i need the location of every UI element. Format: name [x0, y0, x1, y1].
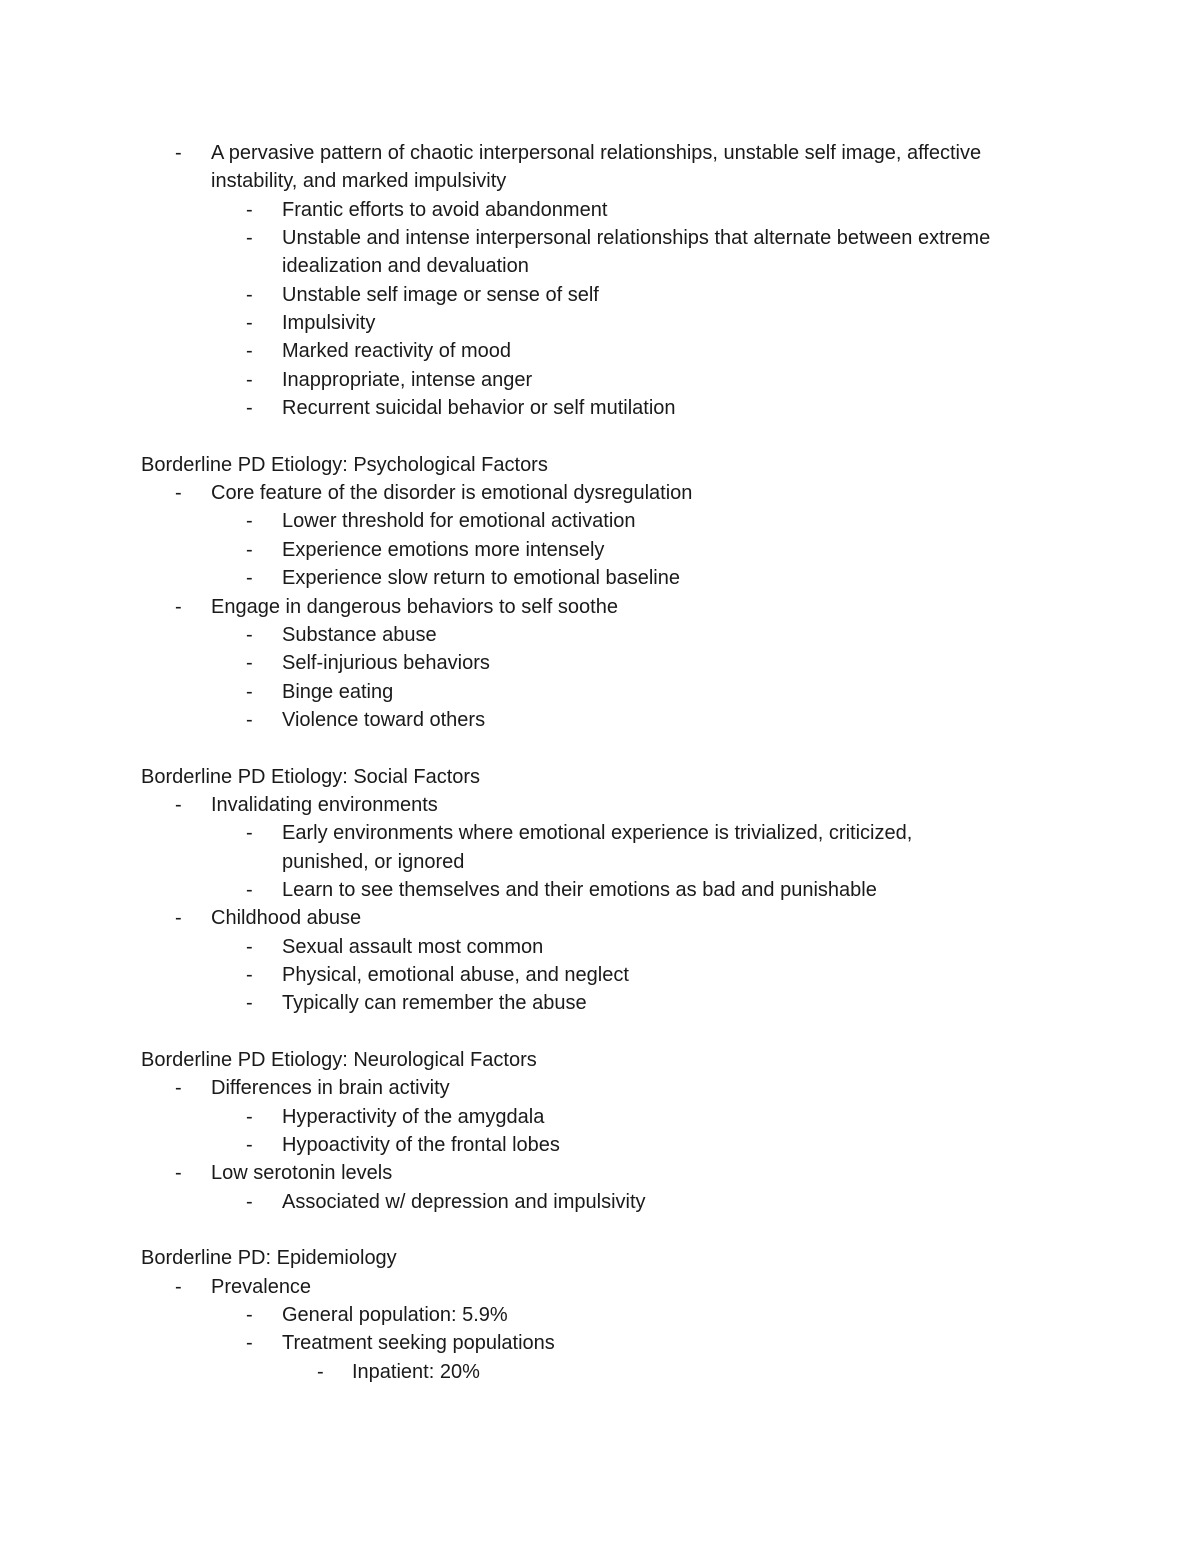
list-item-text: Inappropriate, intense anger	[282, 368, 533, 391]
bullet-dash: -	[246, 1190, 253, 1213]
list-item-level-2	[0, 366, 1200, 394]
bullet-dash: -	[246, 538, 253, 561]
list-item-text: Prevalence	[211, 1275, 312, 1298]
bullet-dash: -	[246, 567, 253, 590]
list-item-level-2	[0, 309, 1200, 337]
bullet-dash: -	[246, 198, 253, 221]
notes-section	[0, 1244, 1200, 1386]
list-item-text: Impulsivity	[282, 312, 376, 335]
bullet-dash: -	[175, 1275, 182, 1298]
list-item-level-2	[0, 989, 1200, 1017]
list-item-text: Invalidating environments	[211, 793, 438, 816]
list-item-text: Typically can remember the abuse	[282, 992, 587, 1015]
list-item-text: Low serotonin levels	[211, 1162, 393, 1185]
section-spacer	[0, 1018, 1200, 1046]
bullet-dash: -	[246, 1332, 253, 1355]
list-item-level-2	[0, 1188, 1200, 1216]
bullet-dash: -	[246, 510, 253, 533]
bullet-dash: -	[175, 793, 182, 816]
section-spacer	[0, 734, 1200, 762]
bullet-dash: -	[246, 227, 253, 250]
list-item-level-2	[0, 706, 1200, 734]
notes-section	[0, 451, 1200, 734]
bullet-dash: -	[246, 283, 253, 306]
section-heading: Borderline PD Etiology: Social Factors	[141, 765, 481, 788]
list-item-text: General population: 5.9%	[282, 1304, 508, 1327]
section-heading: Borderline PD Etiology: Psychological Factors	[141, 453, 548, 476]
list-item-text: Unstable self image or sense of self	[282, 283, 599, 306]
bullet-dash: -	[246, 340, 253, 363]
list-item-text: Experience emotions more intensely	[282, 538, 605, 561]
list-item-level-2	[0, 621, 1200, 649]
list-item-text: Childhood abuse	[211, 907, 362, 930]
list-item-text: A pervasive pattern of chaotic interpersonal relationships, unstable self image, affective	[211, 142, 982, 164]
bullet-dash: -	[175, 1077, 182, 1100]
section-heading: Borderline PD Etiology: Neurological Factors	[141, 1049, 537, 1071]
list-item-text: Experience slow return to emotional baseline	[282, 567, 680, 590]
notes-section	[0, 763, 1200, 1018]
bullet-dash: -	[175, 142, 182, 164]
list-item-level-2	[0, 507, 1200, 535]
list-item-level-2	[0, 819, 1200, 876]
list-item-level-2	[0, 337, 1200, 365]
bullet-dash: -	[246, 312, 253, 335]
bullet-dash: -	[246, 1134, 253, 1157]
list-item-text: instability, and marked impulsivity	[211, 170, 507, 193]
list-item-level-1	[0, 479, 1200, 507]
list-item-text: punished, or ignored	[282, 850, 465, 873]
list-item-text: Lower threshold for emotional activation	[282, 510, 636, 533]
list-item-level-1	[0, 1074, 1200, 1102]
bullet-dash: -	[246, 1304, 253, 1327]
list-item-level-2	[0, 933, 1200, 961]
list-item-text: Differences in brain activity	[211, 1077, 450, 1100]
section-heading: Borderline PD: Epidemiology	[141, 1247, 397, 1270]
list-item-text: Sexual assault most common	[282, 935, 544, 958]
list-item-text: Inpatient: 20%	[352, 1360, 480, 1383]
document-page	[0, 139, 1200, 1386]
list-item-level-1	[0, 139, 1200, 196]
list-item-text: Hypoactivity of the frontal lobes	[282, 1134, 560, 1157]
list-item-text: Early environments where emotional experience is trivialized, criticized,	[282, 822, 913, 845]
list-item-text: Binge eating	[282, 680, 394, 703]
bullet-dash: -	[317, 1360, 324, 1383]
section-spacer	[0, 1216, 1200, 1244]
list-item-text: Frantic efforts to avoid abandonment	[282, 198, 608, 221]
bullet-dash: -	[175, 1162, 182, 1185]
list-item-level-2	[0, 281, 1200, 309]
bullet-dash: -	[246, 708, 253, 731]
list-item-level-2	[0, 1301, 1200, 1329]
list-item-level-2	[0, 536, 1200, 564]
bullet-dash: -	[175, 595, 182, 618]
bullet-dash: -	[246, 878, 253, 901]
list-item-text: Unstable and intense interpersonal relationships that alternate between extreme	[282, 227, 991, 250]
list-item-level-1	[0, 904, 1200, 932]
list-item-level-2	[0, 564, 1200, 592]
list-item-text: Physical, emotional abuse, and neglect	[282, 963, 629, 986]
list-item-text: Treatment seeking populations	[282, 1332, 555, 1355]
bullet-dash: -	[246, 623, 253, 646]
bullet-dash: -	[246, 680, 253, 703]
list-item-text: Learn to see themselves and their emotions as bad and punishable	[282, 878, 877, 901]
list-item-level-1	[0, 1273, 1200, 1301]
list-item-level-2	[0, 1329, 1200, 1357]
list-item-level-2	[0, 961, 1200, 989]
list-item-text: Self-injurious behaviors	[282, 652, 490, 675]
list-item-level-2	[0, 1103, 1200, 1131]
list-item-level-2	[0, 196, 1200, 224]
bullet-dash: -	[175, 482, 182, 505]
list-item-text: Recurrent suicidal behavior or self mutilation	[282, 397, 676, 420]
bullet-dash: -	[246, 822, 253, 845]
list-item-level-2	[0, 649, 1200, 677]
list-item-level-2	[0, 1131, 1200, 1159]
list-item-level-2	[0, 394, 1200, 422]
list-item-text: idealization and devaluation	[282, 255, 529, 278]
list-item-text: Engage in dangerous behaviors to self soothe	[211, 595, 618, 618]
list-item-text: Hyperactivity of the amygdala	[282, 1105, 545, 1128]
bullet-dash: -	[246, 992, 253, 1015]
bullet-dash: -	[175, 907, 182, 930]
bullet-dash: -	[246, 963, 253, 986]
list-item-text: Core feature of the disorder is emotional dysregulation	[211, 482, 693, 505]
bullet-dash: -	[246, 1105, 253, 1128]
notes-section	[0, 139, 1200, 422]
list-item-level-1	[0, 593, 1200, 621]
bullet-dash: -	[246, 935, 253, 958]
list-item-level-1	[0, 1159, 1200, 1187]
bullet-dash: -	[246, 652, 253, 675]
bullet-dash: -	[246, 397, 253, 420]
notes-section	[0, 1046, 1200, 1216]
list-item-level-1	[0, 791, 1200, 819]
list-item-text: Marked reactivity of mood	[282, 340, 511, 363]
bullet-dash: -	[246, 368, 253, 391]
list-item-level-2	[0, 224, 1200, 281]
list-item-text: Associated w/ depression and impulsivity	[282, 1190, 646, 1213]
section-spacer	[0, 422, 1200, 450]
list-item-level-3	[0, 1358, 1200, 1386]
list-item-level-2	[0, 678, 1200, 706]
list-item-text: Violence toward others	[282, 708, 486, 731]
list-item-text: Substance abuse	[282, 623, 437, 646]
list-item-level-2	[0, 876, 1200, 904]
